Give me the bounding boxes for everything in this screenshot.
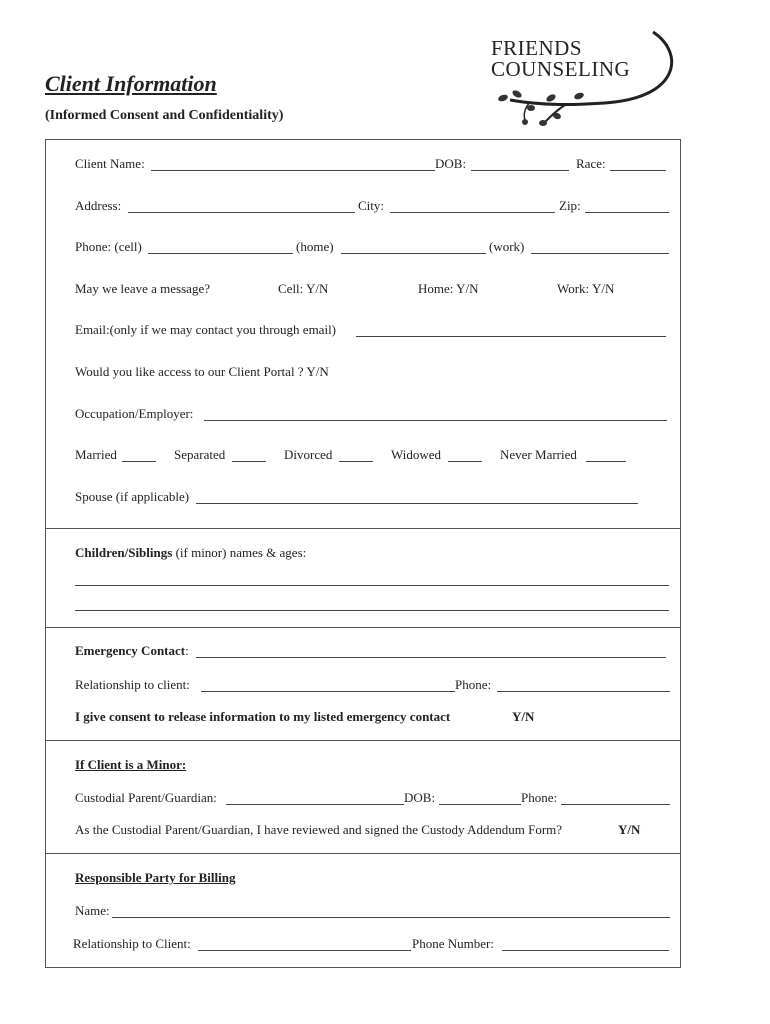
- children-label-bold: Children/Siblings: [75, 545, 173, 560]
- marital-separated-label: Separated: [174, 447, 226, 462]
- address-label: Address:: [75, 198, 122, 213]
- section-divider: [46, 740, 680, 741]
- emergency-consent-text: I give consent to release information to my listed emergency contact: [75, 709, 451, 724]
- emergency-label: [75, 643, 189, 659]
- billing-name-label: Name:: [75, 903, 110, 918]
- emergency-label-bold: Emergency Contact: [75, 643, 186, 658]
- emergency-relationship-label: Relationship to client:: [75, 677, 190, 692]
- portal-question[interactable]: Would you like access to our Client Portal ? Y/N: [75, 364, 329, 379]
- occupation-field[interactable]: [204, 420, 667, 421]
- city-field[interactable]: [390, 212, 555, 213]
- message-home-option[interactable]: Home: Y/N: [418, 281, 479, 296]
- spouse-label: Spouse (if applicable): [75, 489, 190, 504]
- marital-separated-field[interactable]: [232, 461, 266, 462]
- marital-divorced-label: Divorced: [284, 447, 333, 462]
- marital-married-label: Married: [75, 447, 117, 462]
- branch-icon: [495, 28, 685, 130]
- email-label: Email:(only if we may contact you through email): [75, 322, 337, 337]
- page-subtitle: (Informed Consent and Confidentiality): [45, 108, 284, 123]
- minor-phone-field[interactable]: [561, 804, 670, 805]
- marital-widowed-label: Widowed: [391, 447, 442, 462]
- section-divider: [46, 627, 680, 628]
- message-work-option[interactable]: Work: Y/N: [557, 281, 615, 296]
- children-label: [75, 545, 306, 561]
- phone-cell-field[interactable]: [148, 253, 293, 254]
- address-field[interactable]: [128, 212, 355, 213]
- spouse-field[interactable]: [196, 503, 638, 504]
- minor-heading: If Client is a Minor:: [75, 757, 187, 772]
- phone-work-field[interactable]: [531, 253, 669, 254]
- occupation-label: Occupation/Employer:: [75, 406, 194, 421]
- message-label: May we leave a message?: [75, 281, 210, 296]
- children-line-1[interactable]: [75, 585, 669, 586]
- billing-relationship-label: Relationship to Client:: [73, 936, 191, 951]
- emergency-contact-field[interactable]: [196, 657, 666, 658]
- logo-line-1: FRIENDS: [491, 36, 583, 60]
- emergency-phone-label: Phone:: [455, 677, 492, 692]
- minor-dob-field[interactable]: [439, 804, 521, 805]
- custodial-parent-field[interactable]: [226, 804, 404, 805]
- marital-married-field[interactable]: [122, 461, 156, 462]
- dob-field[interactable]: [471, 170, 569, 171]
- client-name-label: Client Name:: [75, 156, 145, 171]
- phone-cell-label: Phone: (cell): [75, 239, 142, 254]
- race-field[interactable]: [610, 170, 666, 171]
- custody-addendum-yn[interactable]: Y/N: [618, 822, 641, 837]
- marital-never-married-field[interactable]: [586, 461, 626, 462]
- emergency-relationship-field[interactable]: [201, 691, 455, 692]
- message-cell-option[interactable]: Cell: Y/N: [278, 281, 329, 296]
- page-title: Client Information: [45, 71, 217, 96]
- minor-phone-label: Phone:: [521, 790, 558, 805]
- children-line-2[interactable]: [75, 610, 669, 611]
- custody-addendum-text: As the Custodial Parent/Guardian, I have reviewed and signed the Custody Addendum Form?: [75, 822, 563, 837]
- marital-divorced-field[interactable]: [339, 461, 373, 462]
- custodial-parent-label: Custodial Parent/Guardian:: [75, 790, 217, 805]
- zip-field[interactable]: [585, 212, 669, 213]
- phone-home-label: (home): [296, 239, 334, 254]
- phone-home-field[interactable]: [341, 253, 486, 254]
- emergency-phone-field[interactable]: [497, 691, 670, 692]
- marital-never-married-label: Never Married: [500, 447, 577, 462]
- zip-label: Zip:: [559, 198, 581, 213]
- billing-name-field[interactable]: [112, 917, 670, 918]
- section-divider: [46, 528, 680, 529]
- billing-heading: Responsible Party for Billing: [75, 870, 236, 885]
- logo-line-2: COUNSELING: [491, 57, 631, 81]
- race-label: Race:: [576, 156, 606, 171]
- email-field[interactable]: [356, 336, 666, 337]
- billing-relationship-field[interactable]: [198, 950, 411, 951]
- marital-widowed-field[interactable]: [448, 461, 482, 462]
- emergency-consent-yn[interactable]: Y/N: [512, 709, 535, 724]
- section-divider: [46, 853, 680, 854]
- phone-work-label: (work): [489, 239, 525, 254]
- billing-phone-label: Phone Number:: [412, 936, 494, 951]
- emergency-colon: :: [185, 643, 189, 658]
- children-label-rest: (if minor) names & ages:: [172, 545, 307, 560]
- dob-label: DOB:: [435, 156, 467, 171]
- client-name-field[interactable]: [151, 170, 435, 171]
- minor-dob-label: DOB:: [404, 790, 436, 805]
- city-label: City:: [358, 198, 385, 213]
- billing-phone-field[interactable]: [502, 950, 669, 951]
